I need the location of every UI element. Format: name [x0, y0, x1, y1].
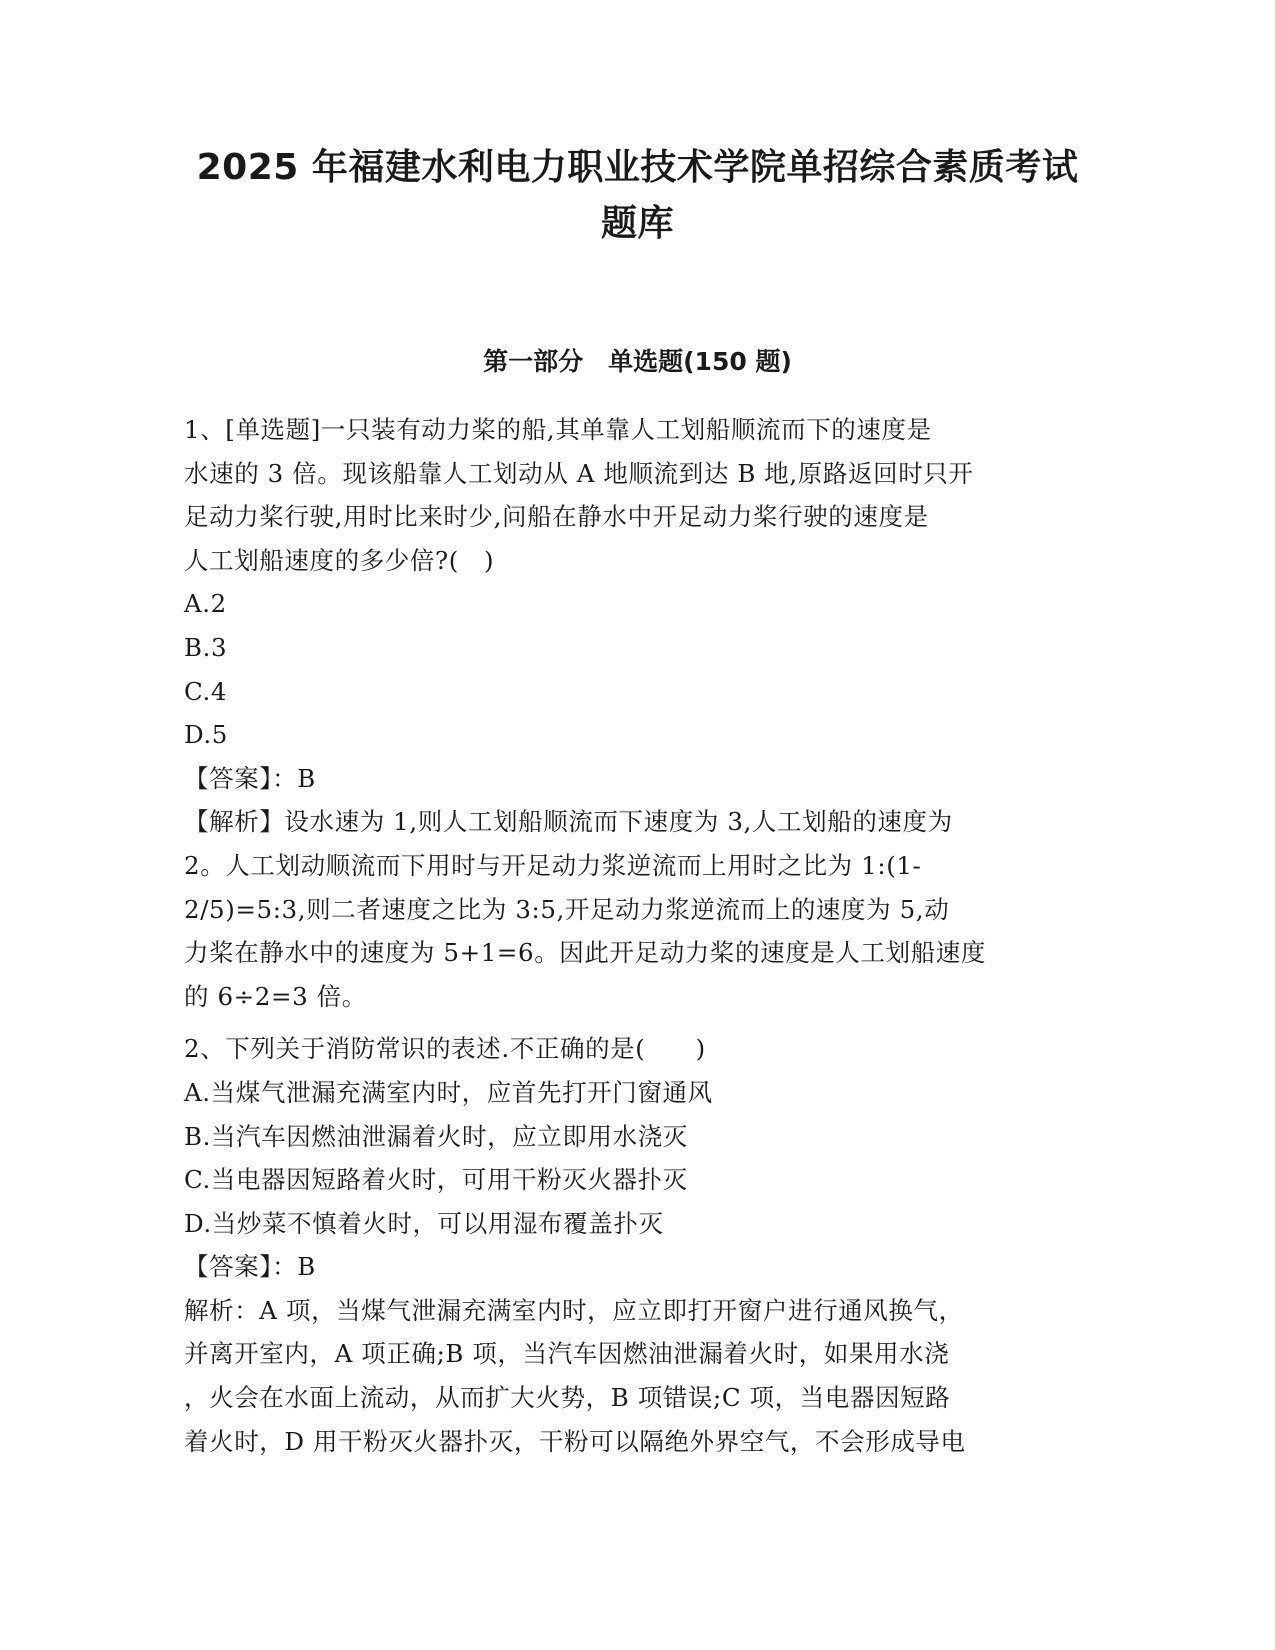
explanation-line: 2。人工划动顺流而下用时与开足动力浆逆流而上用时之比为 1:(1- — [184, 850, 922, 880]
question-stem-line: 1、[单选题]一只装有动力桨的船,其单靠人工划船顺流而下的速度是 — [184, 415, 932, 444]
explanation-line: ，火会在水面上流动，从而扩大火势，B 项错误;C 项，当电器因短路 — [184, 1383, 951, 1413]
title-line-1: 2025 年福建水利电力职业技术学院单招综合素质考试 — [196, 147, 1079, 188]
option-a: A.2 — [184, 589, 227, 619]
title-line-2: 题库 — [600, 203, 674, 244]
option-d: D.5 — [184, 720, 228, 750]
question-1 — [184, 408, 1084, 1018]
question-spacer — [184, 1018, 1084, 1027]
question-2 — [184, 1027, 1084, 1463]
explanation-line: 力桨在静水中的速度为 5+1=6。因此开足动力桨的速度是人工划船速度 — [184, 938, 987, 968]
document-title — [180, 140, 1095, 252]
question-stem-line: 2、下列关于消防常识的表述.不正确的是( ) — [184, 1034, 706, 1064]
answer-line: 【答案】：B — [184, 1252, 316, 1282]
answer-line: 【答案】：B — [184, 763, 316, 793]
question-stem-line: 足动力桨行驶,用时比来时少,问船在静水中开足动力桨行驶的速度是 — [184, 502, 929, 532]
explanation-line: 着火时，D 用干粉灭火器扑灭，干粉可以隔绝外界空气，不会形成导电 — [184, 1426, 966, 1456]
question-stem-line: 水速的 3 倍。现该船靠人工划动从 A 地顺流到达 B 地,原路返回时只开 — [184, 458, 974, 488]
option-b: B.当汽车因燃油泄漏着火时，应立即用水浇灭 — [184, 1121, 688, 1151]
option-c: C.4 — [184, 676, 228, 706]
question-body — [184, 408, 1084, 1463]
explanation-line: 并离开室内，A 项正确;B 项，当汽车因燃油泄漏着火时，如果用水浇 — [184, 1339, 950, 1369]
explanation-line: 【解析】设水速为 1,则人工划船顺流而下速度为 3,人工划船的速度为 — [184, 807, 953, 837]
option-a: A.当煤气泄漏充满室内时，应首先打开门窗通风 — [184, 1077, 713, 1107]
explanation-line: 的 6÷2=3 倍。 — [184, 981, 367, 1011]
option-b: B.3 — [184, 632, 228, 662]
section-heading: 第一部分 单选题(150 题) — [483, 347, 792, 376]
question-stem-line: 人工划船速度的多少倍?( ) — [184, 545, 495, 575]
option-d: D.当炒菜不慎着火时，可以用湿布覆盖扑灭 — [184, 1208, 664, 1238]
explanation-line: 解析：A 项，当煤气泄漏充满室内时，应立即打开窗户进行通风换气， — [184, 1295, 964, 1325]
option-c: C.当电器因短路着火时，可用干粉灭火器扑灭 — [184, 1165, 688, 1195]
explanation-line: 2/5)=5:3,则二者速度之比为 3:5,开足动力浆逆流而上的速度为 5,动 — [184, 894, 950, 924]
